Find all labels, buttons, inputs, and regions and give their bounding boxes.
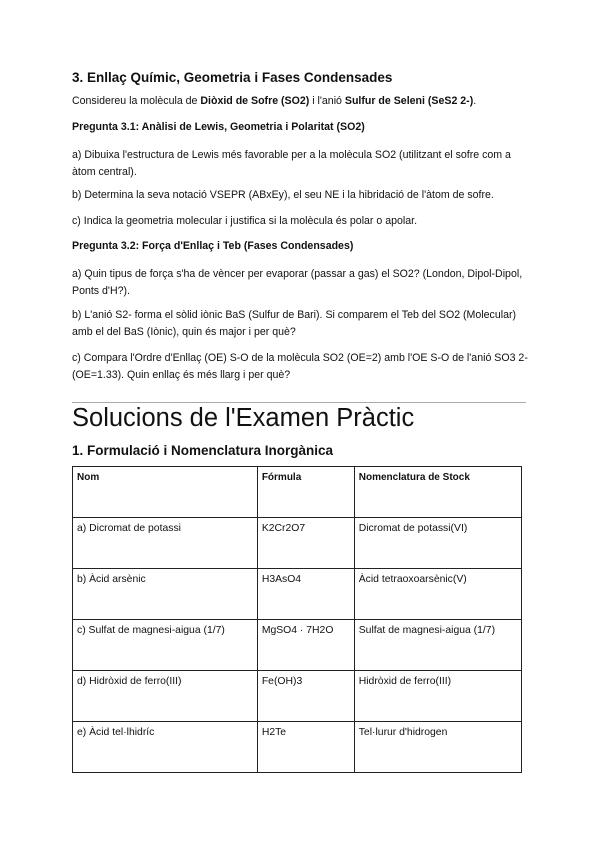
table-row	[73, 620, 522, 671]
header-nom: Nom	[73, 467, 258, 518]
intro-text-suffix: .	[473, 95, 477, 107]
table-header-row	[73, 467, 522, 518]
question-3-1-title: Pregunta 3.1: Anàlisi de Lewis, Geometria i Polaritat (SO2)	[72, 121, 365, 133]
header-stock: Nomenclatura de Stock	[354, 467, 521, 518]
cell-stock: Àcid tetraoxoarsènic(V)	[354, 569, 521, 620]
question-3-2-a: a) Quin tipus de força s'ha de vèncer per evaporar (passar a gas) el SO2? (London, Dipol-Dipol, Ponts d'H?).	[72, 268, 523, 297]
cell-formula: H2Te	[257, 722, 354, 773]
horizontal-divider	[72, 402, 526, 403]
question-3-2-b: b) L'anió S2- forma el sòlid iònic BaS (Sulfur de Bari). Si comparem el Teb del SO2 (Molecular) amb el del BaS (Iònic), quin és major i per què?	[72, 309, 517, 338]
cell-nom: e) Àcid tel·lhidríc	[73, 722, 258, 773]
cell-nom: b) Àcid arsènic	[73, 569, 258, 620]
cell-nom: d) Hidròxid de ferro(III)	[73, 671, 258, 722]
intro-so2: Diòxid de Sofre (SO2)	[200, 95, 310, 107]
cell-nom: c) Sulfat de magnesi-aigua (1/7)	[73, 620, 258, 671]
cell-stock: Hidròxid de ferro(III)	[354, 671, 521, 722]
table-row	[73, 671, 522, 722]
cell-stock: Sulfat de magnesi-aigua (1/7)	[354, 620, 521, 671]
intro-text: Considereu la molècula de	[72, 95, 201, 107]
cell-formula: K2Cr2O7	[257, 518, 354, 569]
header-formula: Fórmula	[257, 467, 354, 518]
intro-text-middle: i l'anió	[309, 95, 345, 107]
cell-stock: Dicromat de potassi(VI)	[354, 518, 521, 569]
nomenclature-table	[72, 466, 522, 773]
cell-formula: Fe(OH)3	[257, 671, 354, 722]
section-3-intro	[72, 93, 528, 110]
intro-ses2: Sulfur de Seleni (SeS2 2-)	[344, 95, 474, 107]
cell-nom: a) Dicromat de potassi	[73, 518, 258, 569]
cell-formula: H3AsO4	[257, 569, 354, 620]
question-3-2-title: Pregunta 3.2: Força d'Enllaç i Teb (Fases Condensades)	[72, 240, 354, 252]
question-3-1-a: a) Dibuixa l'estructura de Lewis més favorable per a la molècula SO2 (utilitzant el sofre com a àtom central).	[72, 149, 511, 178]
cell-stock: Tel·lurur d'hidrogen	[354, 722, 521, 773]
section-3-title: 3. Enllaç Químic, Geometria i Fases Condensades	[72, 70, 393, 85]
solutions-section-1-title: 1. Formulació i Nomenclatura Inorgànica	[72, 443, 334, 458]
table-row	[73, 518, 522, 569]
solutions-title: Solucions de l'Examen Pràctic	[72, 404, 415, 432]
table-row	[73, 722, 522, 773]
question-3-1-c: c) Indica la geometria molecular i justifica si la molècula és polar o apolar.	[72, 215, 418, 227]
question-3-1-b: b) Determina la seva notació VSEPR (ABxEy), el seu NE i la hibridació de l'àtom de sofre.	[72, 189, 494, 201]
question-3-2-c: c) Compara l'Ordre d'Enllaç (OE) S-O de la molècula SO2 (OE=2) amb l'OE S-O de l'anió SO3 2- (OE=1.33). Quin enllaç és més llarg i per què?	[72, 352, 528, 381]
cell-formula: MgSO4 · 7H2O	[257, 620, 354, 671]
table-row	[73, 569, 522, 620]
